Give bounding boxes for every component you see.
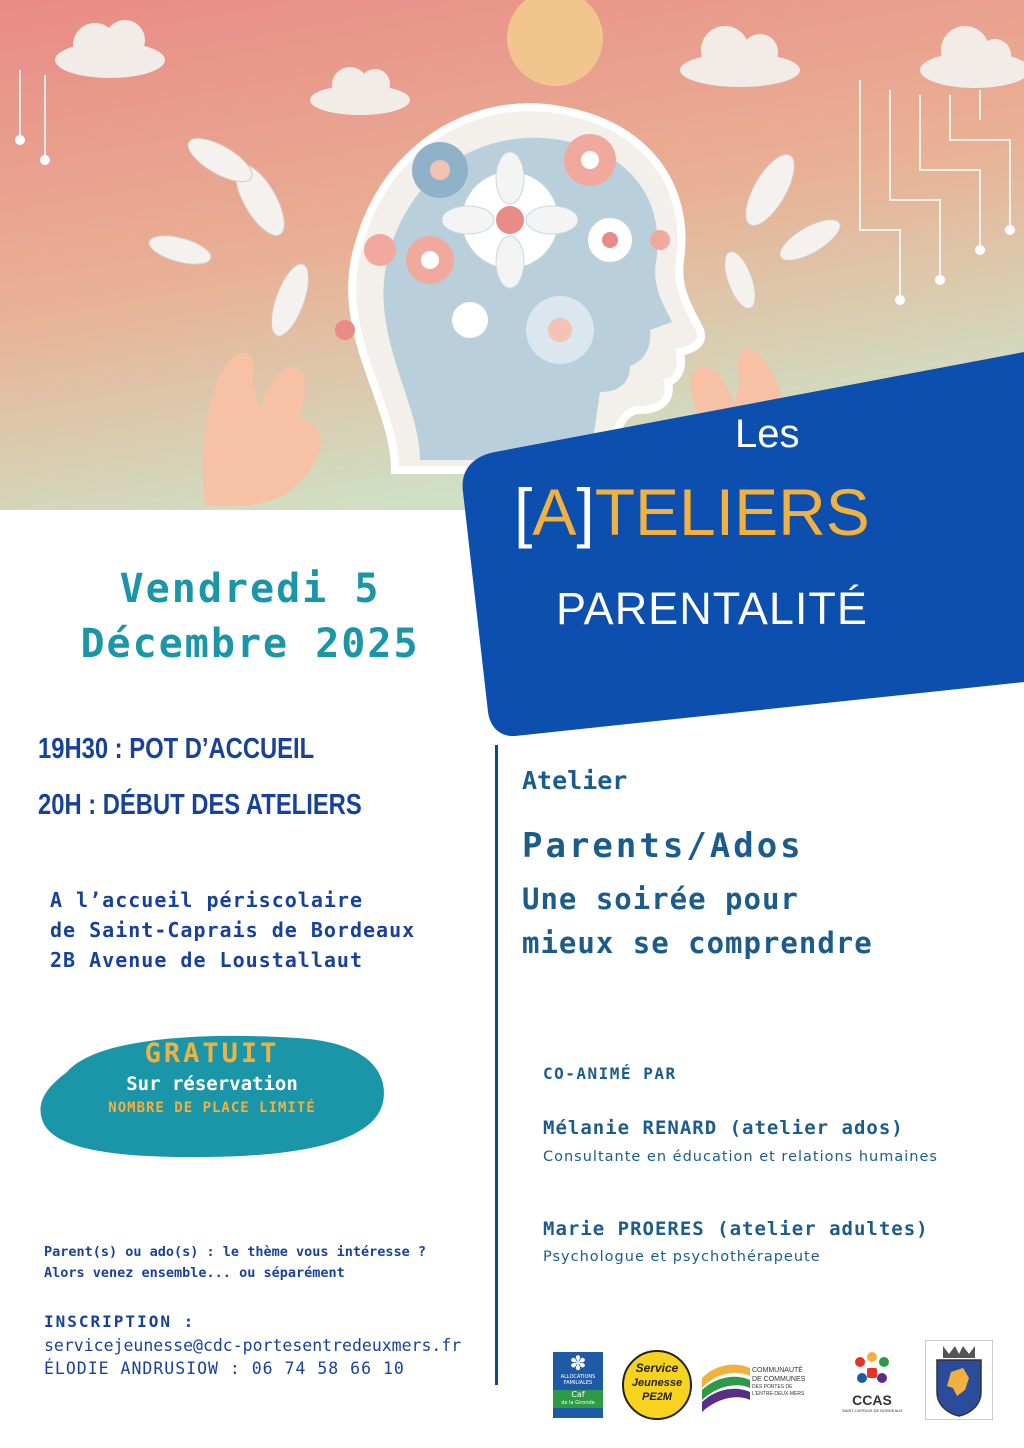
- cdc-text-3: DES PORTES DE: [752, 1384, 793, 1390]
- title-les: Les: [735, 412, 800, 456]
- date-line-1: Vendredi 5: [119, 566, 381, 612]
- hosts-heading: CO-ANIMÉ PAR: [543, 1064, 677, 1083]
- host-role: Psychologue et psychothérapeute: [543, 1249, 821, 1265]
- cdc-text-1: COMMUNAUTÉ: [752, 1367, 803, 1374]
- title-bracket-close: ]: [576, 475, 595, 549]
- schedule-welcome: 19H30 : POT D’ACCUEIL: [38, 733, 315, 765]
- caf-emblem-icon: ✽: [569, 1351, 587, 1375]
- saint-caprais-coat-of-arms: [925, 1340, 993, 1420]
- inscription-title: INSCRIPTION :: [44, 1312, 196, 1331]
- column-divider: [495, 745, 498, 1385]
- workshop-subtitle: [522, 877, 873, 965]
- title-bracket-open: [: [514, 475, 533, 549]
- theme-note: [44, 1242, 426, 1284]
- address-line-3: 2B Avenue de Loustallaut: [50, 948, 363, 972]
- workshop-topic: Parents/Ados: [522, 826, 804, 866]
- cdc-waves-icon: [702, 1358, 750, 1414]
- service-text-2: Jeunesse: [631, 1377, 683, 1389]
- reservation-label: Sur réservation: [126, 1073, 298, 1095]
- ccas-subtext: SAINT-CAPRAIS DE BORDEAUX: [842, 1408, 903, 1413]
- workshop-label: Atelier: [522, 766, 628, 795]
- host-name: Marie PROERES (atelier adultes): [543, 1218, 929, 1240]
- title-parentalite: PARENTALITÉ: [556, 583, 868, 634]
- ccas-logo: [842, 1352, 902, 1418]
- ccas-text: CCAS: [852, 1392, 892, 1408]
- host-name: Mélanie RENARD (atelier ados): [543, 1117, 904, 1139]
- title-teliers: TELIERS: [594, 475, 870, 549]
- free-label: GRATUIT: [144, 1038, 280, 1069]
- date-line-2: Décembre 2025: [80, 621, 420, 667]
- caf-text-1: ALLOCATIONS: [560, 1374, 596, 1380]
- ccas-people-icon: [852, 1352, 892, 1388]
- theme-note-line-1: Parent(s) ou ado(s) : le thème vous intéresse ?: [44, 1244, 427, 1260]
- coat-of-arms-icon: [925, 1340, 993, 1420]
- address-line-2: de Saint-Caprais de Bordeaux: [50, 918, 416, 942]
- cdc-text-4: L'ENTRE-DEUX-MERS: [752, 1391, 805, 1397]
- workshop-subtitle-line-1: Une soirée pour: [522, 882, 799, 916]
- service-text-1: Service: [635, 1361, 679, 1375]
- caf-logo: [553, 1352, 603, 1418]
- schedule-start: 20H : DÉBUT DES ATELIERS: [38, 789, 362, 821]
- event-date: [0, 562, 500, 672]
- workshop-subtitle-line-2: mieux se comprendre: [522, 926, 873, 960]
- caf-text-2: FAMILIALES: [563, 1380, 593, 1386]
- title-ateliers: [514, 472, 870, 552]
- cdc-text-2: DE COMMUNES: [752, 1376, 806, 1383]
- title-letter-a: A: [532, 475, 577, 549]
- free-badge: [37, 1037, 387, 1119]
- inscription-email[interactable]: servicejeunesse@cdc-portesentredeuxmers.fr: [44, 1336, 462, 1355]
- service-jeunesse-logo: [622, 1350, 692, 1420]
- host-role: Consultante en éducation et relations humaines: [543, 1149, 938, 1165]
- service-text-3: PE2M: [642, 1391, 672, 1403]
- caf-text-3: Caf: [553, 1390, 603, 1399]
- cdc-logo: [702, 1358, 812, 1414]
- limited-places-label: NOMBRE DE PLACE LIMITÉ: [108, 1100, 316, 1116]
- caf-text-4: de la Gironde: [553, 1399, 603, 1408]
- theme-note-line-2: Alors venez ensemble... ou séparément: [44, 1265, 345, 1281]
- inscription-contact: ÉLODIE ANDRUSIOW : 06 74 58 66 10: [44, 1359, 405, 1378]
- address-line-1: A l’accueil périscolaire: [50, 888, 363, 912]
- venue-address: [50, 885, 415, 975]
